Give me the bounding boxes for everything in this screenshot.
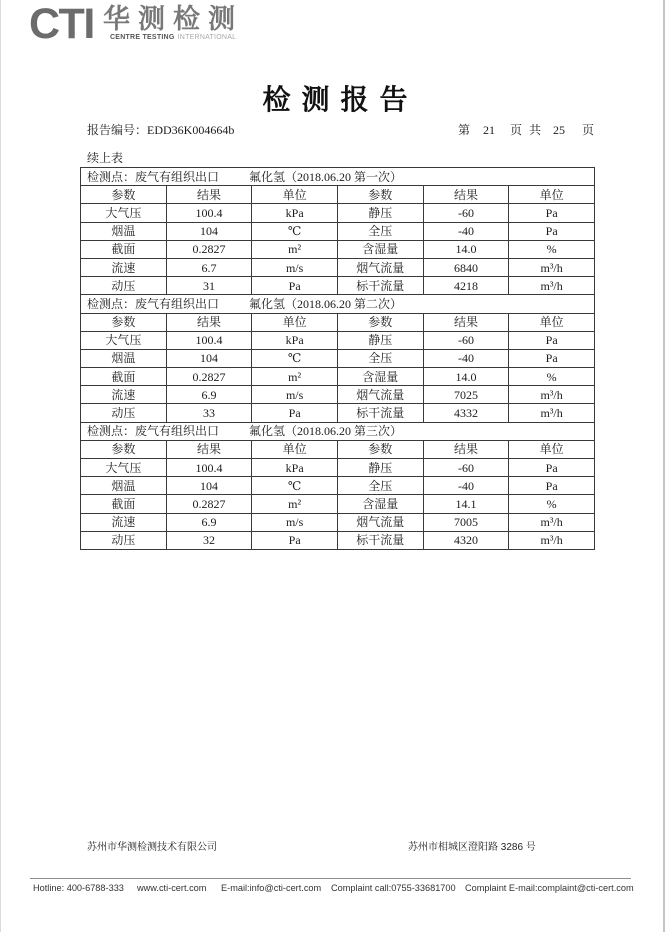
column-header-result: 结果 — [166, 440, 252, 458]
parameter-cell: 截面 — [81, 240, 167, 258]
result-cell: 14.1 — [423, 495, 509, 513]
logo-en-primary: CENTRE TESTING — [110, 34, 175, 41]
test-item-label: 氟化氢（2018.06.20 第一次） — [249, 169, 403, 184]
result-cell: 6.9 — [166, 513, 252, 531]
column-header-row — [81, 186, 595, 204]
table-row — [81, 240, 595, 258]
parameter-cell: 大气压 — [81, 459, 167, 477]
unit-cell: Pa — [509, 222, 595, 240]
table-row — [81, 513, 595, 531]
report-number — [87, 122, 234, 138]
unit-cell: m/s — [252, 513, 338, 531]
parameter-cell: 含湿量 — [337, 368, 423, 386]
table-row — [81, 349, 595, 367]
column-header-unit: 单位 — [509, 313, 595, 331]
result-cell: 33 — [166, 404, 252, 422]
unit-cell: ℃ — [252, 477, 338, 495]
section-header-row — [81, 422, 595, 440]
test-point-label: 检测点：废气有组织出口 — [87, 424, 220, 439]
parameter-cell: 全压 — [337, 477, 423, 495]
scan-edge-right — [663, 0, 665, 932]
page-total-prefix: 共 — [529, 123, 542, 137]
unit-cell: kPa — [252, 459, 338, 477]
parameter-cell: 截面 — [81, 495, 167, 513]
result-cell: 100.4 — [166, 331, 252, 349]
column-header-result: 结果 — [166, 186, 252, 204]
column-header-parameter: 参数 — [337, 313, 423, 331]
column-header-unit: 单位 — [509, 186, 595, 204]
continued-label: 续上表 — [87, 151, 124, 165]
unit-cell: % — [509, 495, 595, 513]
unit-cell: Pa — [252, 531, 338, 549]
page-current-prefix: 第 — [458, 123, 471, 137]
unit-cell: ℃ — [252, 349, 338, 367]
column-header-unit: 单位 — [252, 186, 338, 204]
result-cell: 0.2827 — [166, 368, 252, 386]
table-row — [81, 204, 595, 222]
unit-cell: Pa — [509, 331, 595, 349]
result-cell: -40 — [423, 477, 509, 495]
unit-cell: m² — [252, 240, 338, 258]
unit-cell: Pa — [252, 277, 338, 295]
logo-cn-name: 华测检测 — [103, 4, 243, 34]
logo-en-name — [110, 34, 236, 42]
result-cell: 14.0 — [423, 368, 509, 386]
result-cell: -60 — [423, 204, 509, 222]
parameter-cell: 烟气流量 — [337, 258, 423, 276]
result-cell: 104 — [166, 349, 252, 367]
table-row — [81, 277, 595, 295]
column-header-parameter: 参数 — [81, 186, 167, 204]
unit-cell: m² — [252, 368, 338, 386]
result-cell: 4332 — [423, 404, 509, 422]
test-item-label: 氟化氢（2018.06.20 第三次） — [249, 424, 403, 439]
result-cell: 14.0 — [423, 240, 509, 258]
page-current-suffix: 页 — [510, 123, 523, 137]
footer-divider — [30, 878, 631, 879]
footer-company: 苏州市华测检测技术有限公司 — [87, 842, 217, 853]
result-cell: 100.4 — [166, 459, 252, 477]
parameter-cell: 含湿量 — [337, 495, 423, 513]
parameter-cell: 流速 — [81, 513, 167, 531]
column-header-parameter: 参数 — [81, 440, 167, 458]
result-cell: 31 — [166, 277, 252, 295]
unit-cell: m/s — [252, 258, 338, 276]
parameter-cell: 全压 — [337, 349, 423, 367]
section-header-cell — [81, 295, 595, 313]
test-point-label: 检测点：废气有组织出口 — [87, 296, 220, 311]
measurement-table-body — [81, 168, 595, 550]
unit-cell: m³/h — [509, 404, 595, 422]
unit-cell: Pa — [509, 459, 595, 477]
result-cell: 6.7 — [166, 258, 252, 276]
parameter-cell: 烟温 — [81, 477, 167, 495]
result-cell: 7025 — [423, 386, 509, 404]
contact-email: E-mail:info@cti-cert.com — [221, 883, 322, 893]
contact-hotline: Hotline: 400-6788-333 — [33, 883, 124, 893]
report-number-label: 报告编号： — [87, 123, 148, 137]
unit-cell: m³/h — [509, 258, 595, 276]
footer-address: 苏州市相城区澄阳路 3286 号 — [408, 842, 536, 853]
column-header-result: 结果 — [166, 313, 252, 331]
logo-mark: CTI — [29, 0, 94, 48]
page-current-number: 21 — [483, 123, 495, 137]
table-row — [81, 222, 595, 240]
parameter-cell: 动压 — [81, 404, 167, 422]
page-total-number: 25 — [553, 123, 565, 137]
column-header-result: 结果 — [423, 186, 509, 204]
result-cell: -60 — [423, 459, 509, 477]
result-cell: 6.9 — [166, 386, 252, 404]
column-header-unit: 单位 — [252, 313, 338, 331]
table-row — [81, 495, 595, 513]
unit-cell: m² — [252, 495, 338, 513]
unit-cell: % — [509, 368, 595, 386]
parameter-cell: 大气压 — [81, 331, 167, 349]
parameter-cell: 烟气流量 — [337, 513, 423, 531]
logo-en-secondary: INTERNATIONAL — [177, 34, 237, 41]
unit-cell: ℃ — [252, 222, 338, 240]
result-cell: 100.4 — [166, 204, 252, 222]
column-header-row — [81, 313, 595, 331]
table-row — [81, 386, 595, 404]
column-header-unit: 单位 — [252, 440, 338, 458]
contact-complaint-call: Complaint call:0755-33681700 — [331, 883, 456, 893]
table-row — [81, 331, 595, 349]
table-row — [81, 477, 595, 495]
table-row — [81, 404, 595, 422]
parameter-cell: 标干流量 — [337, 531, 423, 549]
result-cell: 104 — [166, 222, 252, 240]
column-header-row — [81, 440, 595, 458]
table-row — [81, 531, 595, 549]
unit-cell: m³/h — [509, 277, 595, 295]
column-header-unit: 单位 — [509, 440, 595, 458]
result-cell: 0.2827 — [166, 240, 252, 258]
unit-cell: Pa — [509, 477, 595, 495]
unit-cell: % — [509, 240, 595, 258]
section-header-cell — [81, 422, 595, 440]
contact-website: www.cti-cert.com — [137, 883, 207, 893]
parameter-cell: 大气压 — [81, 204, 167, 222]
column-header-result: 结果 — [423, 313, 509, 331]
scan-edge-left — [0, 0, 1, 932]
result-cell: 4320 — [423, 531, 509, 549]
unit-cell: Pa — [509, 349, 595, 367]
result-cell: 6840 — [423, 258, 509, 276]
result-cell: 104 — [166, 477, 252, 495]
parameter-cell: 流速 — [81, 258, 167, 276]
parameter-cell: 静压 — [337, 459, 423, 477]
unit-cell: kPa — [252, 204, 338, 222]
parameter-cell: 全压 — [337, 222, 423, 240]
unit-cell: Pa — [252, 404, 338, 422]
parameter-cell: 静压 — [337, 204, 423, 222]
table-row — [81, 258, 595, 276]
table-row — [81, 368, 595, 386]
parameter-cell: 烟温 — [81, 222, 167, 240]
parameter-cell: 静压 — [337, 331, 423, 349]
section-header-cell — [81, 168, 595, 186]
test-point-label: 检测点：废气有组织出口 — [87, 169, 220, 184]
unit-cell: kPa — [252, 331, 338, 349]
result-cell: -60 — [423, 331, 509, 349]
parameter-cell: 标干流量 — [337, 404, 423, 422]
table-row — [81, 459, 595, 477]
result-cell: -40 — [423, 349, 509, 367]
result-cell: -40 — [423, 222, 509, 240]
parameter-cell: 截面 — [81, 368, 167, 386]
section-header-row — [81, 168, 595, 186]
result-cell: 32 — [166, 531, 252, 549]
result-cell: 4218 — [423, 277, 509, 295]
parameter-cell: 烟温 — [81, 349, 167, 367]
parameter-cell: 动压 — [81, 531, 167, 549]
column-header-result: 结果 — [423, 440, 509, 458]
test-item-label: 氟化氢（2018.06.20 第二次） — [249, 296, 403, 311]
section-header-row — [81, 295, 595, 313]
unit-cell: m³/h — [509, 513, 595, 531]
column-header-parameter: 参数 — [337, 440, 423, 458]
report-title: 检 测 报 告 — [262, 85, 410, 116]
unit-cell: m³/h — [509, 531, 595, 549]
result-cell: 7005 — [423, 513, 509, 531]
parameter-cell: 含湿量 — [337, 240, 423, 258]
result-cell: 0.2827 — [166, 495, 252, 513]
page-total-suffix: 页 — [582, 123, 595, 137]
column-header-parameter: 参数 — [81, 313, 167, 331]
parameter-cell: 烟气流量 — [337, 386, 423, 404]
unit-cell: Pa — [509, 204, 595, 222]
measurement-table — [80, 167, 595, 550]
report-number-value: EDD36K004664b — [147, 123, 235, 137]
column-header-parameter: 参数 — [337, 186, 423, 204]
parameter-cell: 动压 — [81, 277, 167, 295]
contact-complaint-email: Complaint E-mail:complaint@cti-cert.com — [465, 883, 634, 893]
parameter-cell: 标干流量 — [337, 277, 423, 295]
parameter-cell: 流速 — [81, 386, 167, 404]
unit-cell: m/s — [252, 386, 338, 404]
unit-cell: m³/h — [509, 386, 595, 404]
